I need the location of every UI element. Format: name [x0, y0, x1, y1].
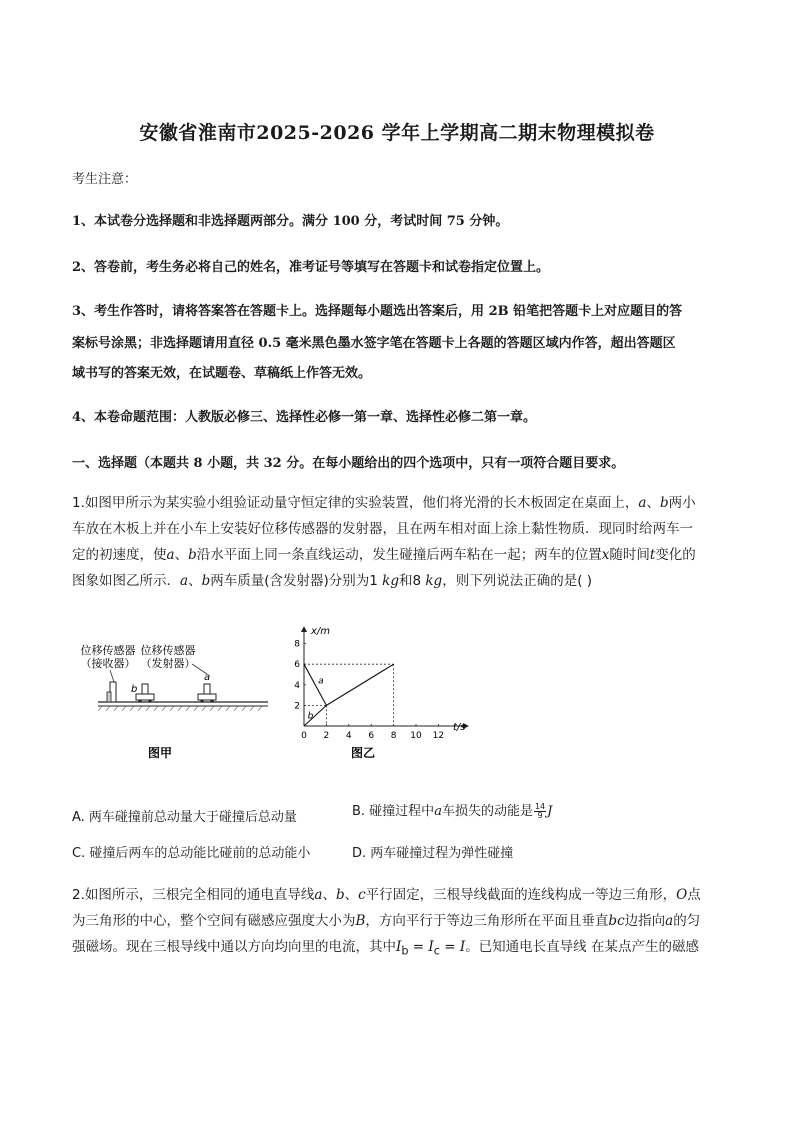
section-one-heading: 一、选择题（本题共 8 小题，共 32 分。在每小题给出的四个选项中，只有一项符合题目要求。: [72, 456, 625, 471]
figure-a-apparatus: [70, 640, 280, 770]
car-b-label: b: [131, 684, 138, 695]
series-label-b: b: [307, 711, 314, 722]
figure-b-xt-graph: [285, 620, 485, 770]
question-1-stem: 1.如图甲所示为某实验小组验证动量守恒定律的实验装置，他们将光滑的长木板固定在桌面上，a、b两小 车放在木板上并在小车上安装好位移传感器的发射器，且在两车相对面上涂上黏性物质．现同时给两车一 定的初速度，使a、b沿水平面上同一条直线运动，发生碰撞后两车粘在一起；两车的位置x随时间t变化的 图象如图乙所示．a、b两车质量(含发射器)分别为1 kg和8 kg，则下列说法正确的是( ): [72, 495, 696, 589]
notice-3-line-2: 案标号涂黑；非选择题请用直径 0.5 毫米黑色墨水签字笔在答题卡上各题的答题区域内作答，超出答题区: [72, 336, 676, 351]
notice-4: 4、本卷命题范围：人教版必修三、选择性必修一第一章、选择性必修二第一章。: [72, 410, 537, 425]
fraction-14-9: $\frac{14}{9}$: [534, 802, 546, 820]
car-a: [198, 684, 216, 703]
car-b: [136, 684, 154, 703]
receiver-label-line-1: 位移传感器: [80, 644, 136, 657]
x-tick-label: 8: [390, 731, 397, 741]
y-tick-label: 4: [294, 680, 300, 691]
x-tick-label: 6: [368, 731, 375, 741]
question-2-stem: 2.如图所示，三根完全相同的通电直导线a、b、c平行固定，三根导线截面的连线构成一等边三角形，O点 为三角形的中心，整个空间有磁感应强度大小为B，方向平行于等边三角形所在平面且垂直bc边指向a的匀 强磁场。现在三根导线中通以方向均向里的电流，其中$I_b = I_c = I$。已知通电长直导线 在某点产生的磁感: [72, 887, 701, 958]
x-tick-label: 10: [410, 731, 422, 741]
option-c[interactable]: C. 碰撞后两车的总动能比碰前的总动能小: [72, 846, 311, 861]
x-tick-label: 2: [323, 731, 330, 741]
series-label-a: a: [318, 676, 324, 687]
emitter-label-line-1: 位移传感器: [140, 644, 196, 657]
receiver-device: [107, 682, 116, 702]
x-tick-label: 4: [345, 731, 352, 741]
x-tick-label: 0: [301, 731, 307, 741]
notice-heading: 考生注意：: [72, 172, 138, 187]
option-a[interactable]: A. 两车碰撞前总动量大于碰撞后总动量: [72, 810, 297, 825]
board: [98, 702, 268, 711]
y-tick-label: 8: [294, 639, 300, 650]
line-combined: [326, 664, 393, 705]
x-tick-label: 12: [432, 731, 445, 741]
car-a-label: a: [204, 672, 211, 683]
notice-2: 2、答卷前，考生务必将自己的姓名，准考证号等填写在答题卡和试卷指定位置上。: [72, 260, 550, 275]
x-axis-label: t/s: [453, 722, 466, 733]
figure-a-caption: 图甲: [147, 746, 173, 760]
notice-3-line-1: 3、考生作答时，请将答案答在答题卡上。选择题每小题选出答案后，用 2B 铅笔把答题卡上对应题目的答: [72, 304, 683, 319]
notice-1: 1、本试卷分选择题和非选择题两部分。满分 100 分，考试时间 75 分钟。: [72, 214, 509, 229]
y-tick-label: 6: [294, 660, 300, 671]
emitter-label-line-2: （发射器）: [140, 657, 196, 670]
y-axis-arrow: [301, 626, 307, 632]
y-tick-label: 2: [294, 701, 300, 712]
notice-3-line-3: 域书写的答案无效，在试题卷、草稿纸上作答无效。: [72, 366, 372, 381]
figure-b-caption: 图乙: [350, 746, 376, 760]
page-title: 安徽省淮南市2025-2026 学年上学期高二期末物理模拟卷: [139, 122, 655, 144]
receiver-label-line-2: （接收器）: [80, 657, 136, 670]
option-b[interactable]: B. 碰撞过程中a车损失的动能是 $\frac{14}{9}$ J: [352, 802, 553, 820]
option-d[interactable]: D. 两车碰撞过程为弹性碰撞: [352, 846, 514, 861]
y-axis-label: x/m: [311, 626, 331, 637]
